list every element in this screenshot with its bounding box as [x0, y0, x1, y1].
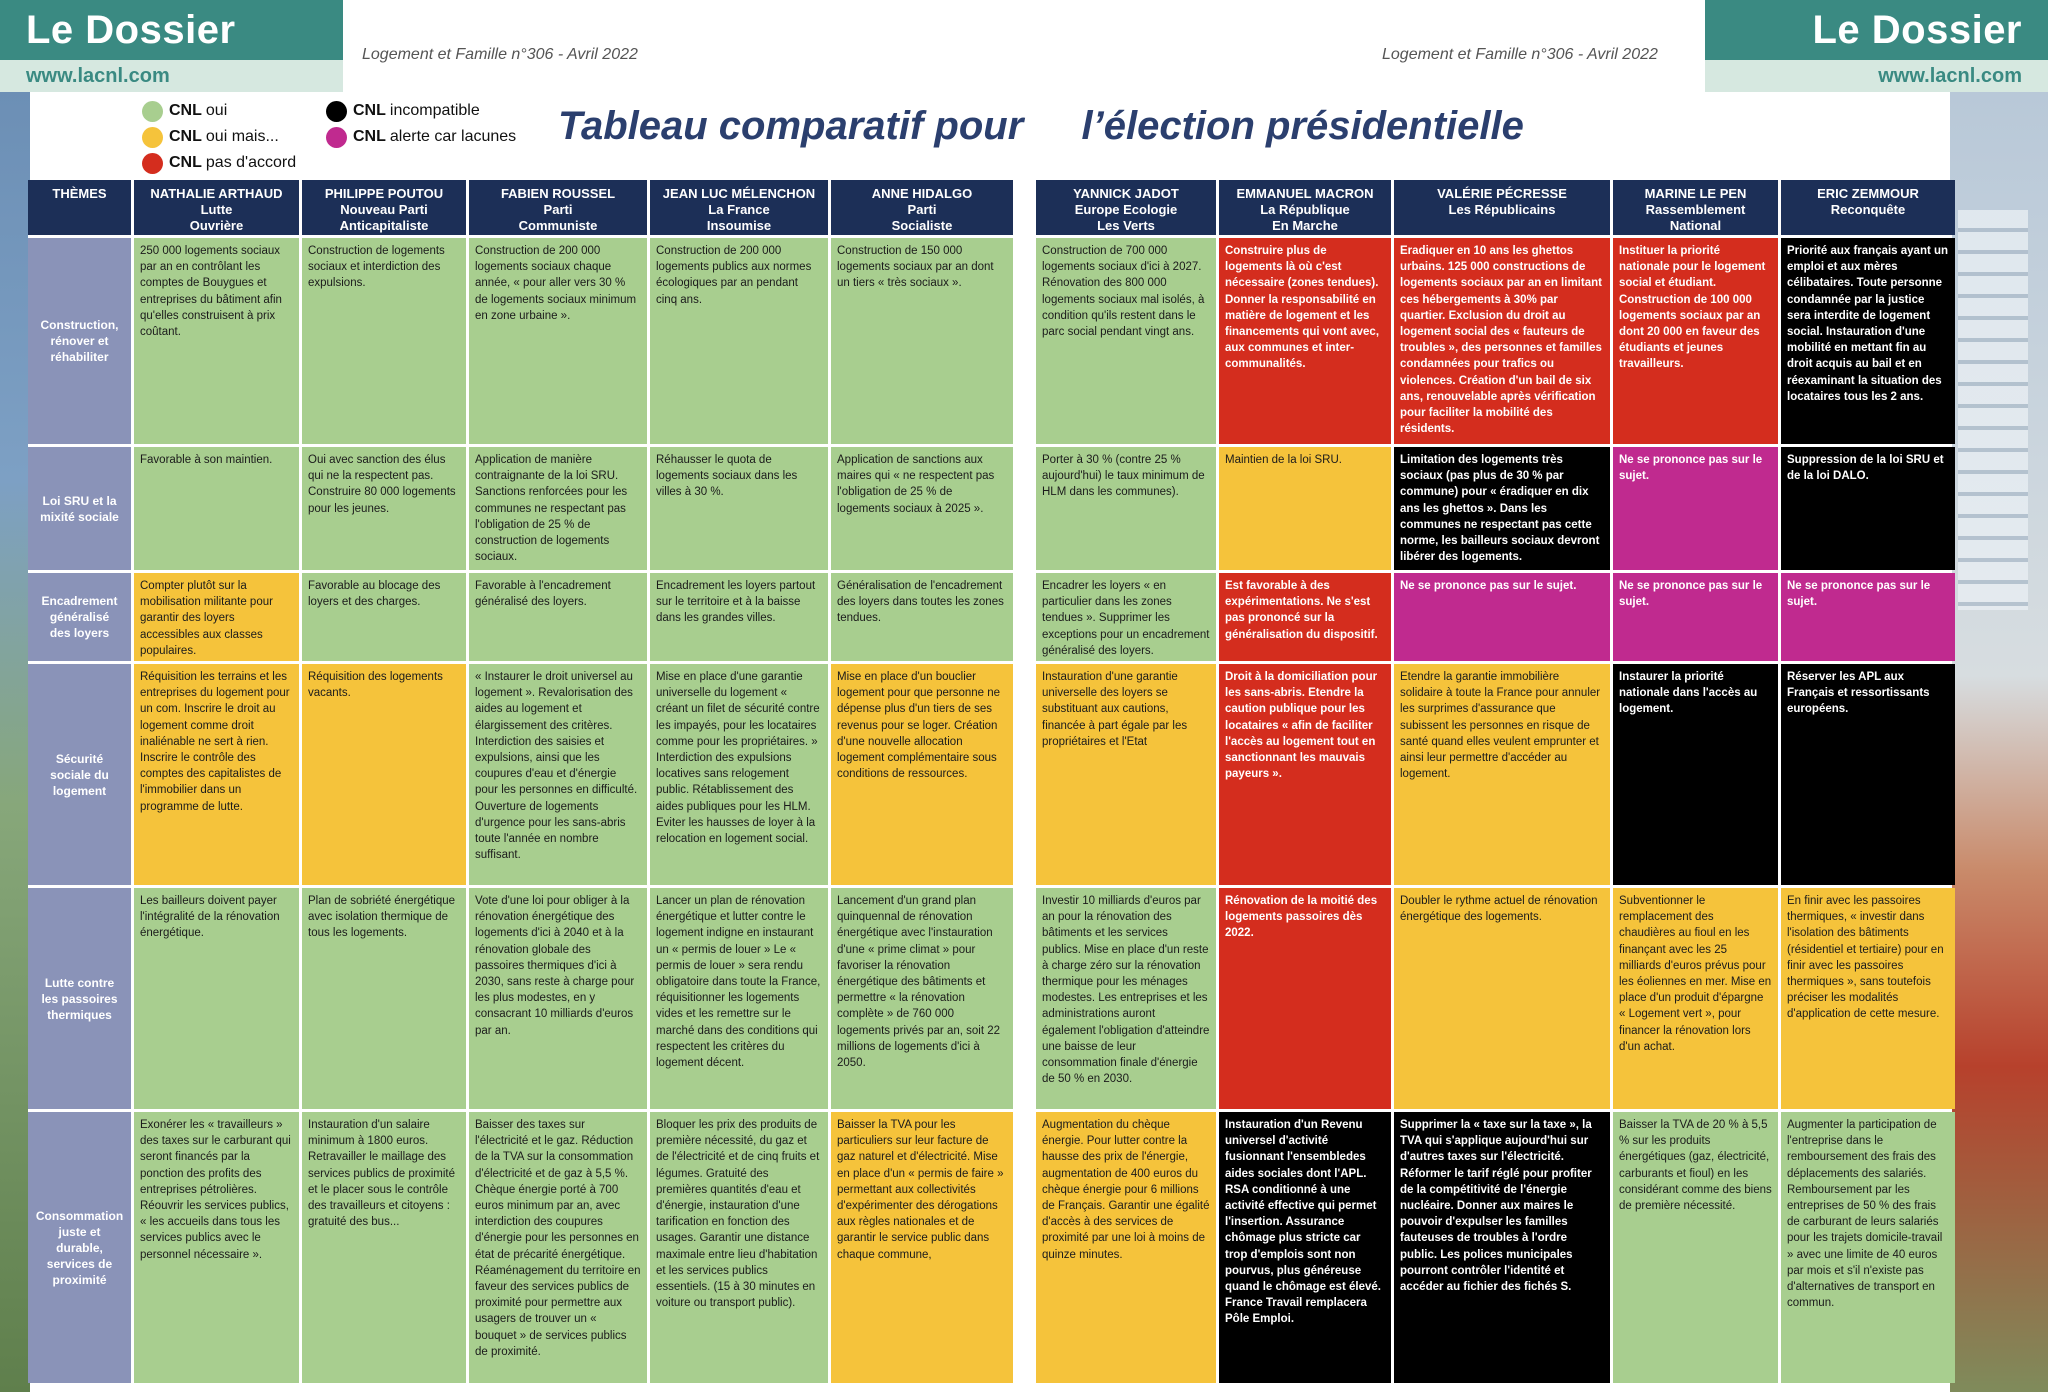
candidate-header: EMMANUEL MACRON La République En Marche: [1219, 180, 1391, 235]
legend-column-2: [326, 98, 516, 150]
position-cell: Instauration d'un salaire minimum à 1800 euros. Retravailler le maillage des services publics de proximité et le placer sous le contrôle des travailleurs et citoyens : gratuité des bus...: [302, 1112, 466, 1383]
comparison-table-right: [1036, 180, 1952, 1383]
background-photo-left: [0, 90, 30, 1392]
brand-right: [1705, 0, 2048, 92]
position-cell: Baisser des taxes sur l'électricité et le gaz. Réduction de la TVA sur la consommation d'électricité et de gaz à 5,5 %. Chèque énergie porté à 700 euros minimum par an, avec interdiction des coupures d'énergie pour les personnes en état de précarité énergétique. Réaménagement du territoire en faveur des services publics de proximité pour permettre aux usagers de trouver un « bouquet » de services publics de proximité.: [469, 1112, 647, 1383]
comparison-table-left: [28, 180, 1010, 1383]
title-left: Tableau comparatif pour: [558, 104, 1024, 148]
position-cell: Favorable à son maintien.: [134, 447, 299, 570]
theme-label: Sécurité sociale du logement: [28, 664, 131, 885]
position-cell: Rénovation de la moitié des logements passoires dès 2022.: [1219, 888, 1391, 1109]
legend-dot-icon: [142, 101, 163, 122]
position-cell: Eradiquer en 10 ans les ghettos urbains. 125 000 constructions de logements sociaux par an en limitant ces hébergements à 30% par quartier. Exclusion du droit au logement social des « fauteurs de troubles », des personnes et familles condamnées pour trafics ou violences. Création d'un bail de six ans, renouvelable après vérification pour faciliter la mobilité des résidents.: [1394, 238, 1610, 444]
position-cell: Est favorable à des expérimentations. Ne s'est pas prononcé sur la généralisation du dispositif.: [1219, 573, 1391, 661]
position-cell: « Instaurer le droit universel au logement ». Revalorisation des aides au logement et élargissement des critères. Interdiction des saisies et expulsions, ainsi que les coupures d'eau et d'énergie pour les personnes en difficulté. Ouverture de logements d'urgence pour les sans-abris toute l'année en nombre suffisant.: [469, 664, 647, 885]
position-cell: Lancement d'un grand plan quinquennal de rénovation énergétique avec l'instauration d'une « prime climat » pour favoriser la rénovation énergétique des bâtiments et permettre « la rénovation complète » de 760 000 logements privés par an, soit 22 millions de logements d'ici à 2050.: [831, 888, 1013, 1109]
position-cell: Réhausser le quota de logements sociaux dans les villes à 30 %.: [650, 447, 828, 570]
position-cell: Réquisition des logements vacants.: [302, 664, 466, 885]
position-cell: Limitation des logements très sociaux (pas plus de 30 % par commune) pour « éradiquer en dix ans les ghettos ». Dans les communes ne respectant pas cette norme, les bailleurs sociaux devront libérer des logements.: [1394, 447, 1610, 570]
brand-name: Le Dossier: [0, 0, 343, 60]
candidate-header: YANNICK JADOT Europe Ecologie Les Verts: [1036, 180, 1216, 235]
candidate-header: JEAN LUC MÉLENCHON La France Insoumise: [650, 180, 828, 235]
position-cell: Généralisation de l'encadrement des loyers dans toutes les zones tendues.: [831, 573, 1013, 661]
position-cell: Réquisition les terrains et les entreprises du logement pour un com. Inscrire le droit au logement comme droit inaliénable ne sert à rien. Inscrire le contrôle des comptes des capitalistes de l'immobilier dans un programme de lutte.: [134, 664, 299, 885]
position-cell: Maintien de la loi SRU.: [1219, 447, 1391, 570]
position-cell: En finir avec les passoires thermiques, « investir dans l'isolation des bâtiments (résidentiel et tertiaire) pour en finir avec les passoires thermiques », sans toutefois préciser les modalités d'application de cette mesure.: [1781, 888, 1955, 1109]
brand-url[interactable]: www.lacnl.com: [1705, 60, 2048, 92]
position-cell: Porter à 30 % (contre 25 % aujourd'hui) le taux minimum de HLM dans les communes).: [1036, 447, 1216, 570]
position-cell: Supprimer la « taxe sur la taxe », la TVA qui s'applique aujourd'hui sur d'autres taxes sur l'électricité. Réformer le tarif réglé pour profiter de la compétitivité de l'énergie nucléaire. Donner aux maires le pouvoir d'expulser les familles fauteuses de troubles à l'ordre public. Les polices municipales pourront contrôler l'identité et accéder au fichier des fichés S.: [1394, 1112, 1610, 1383]
position-cell: Ne se prononce pas sur le sujet.: [1781, 573, 1955, 661]
position-cell: Doubler le rythme actuel de rénovation énergétique des logements.: [1394, 888, 1610, 1109]
position-cell: Construire plus de logements là où c'est nécessaire (zones tendues). Donner la responsabilité en matière de logement et les financements qui vont avec, aux communes et inter-communalités.: [1219, 238, 1391, 444]
candidate-header: MARINE LE PEN Rassemblement National: [1613, 180, 1778, 235]
position-cell: Plan de sobriété énergétique avec isolation thermique de tous les logements.: [302, 888, 466, 1109]
candidate-header: ERIC ZEMMOUR Reconquête: [1781, 180, 1955, 235]
legend-dot-icon: [142, 127, 163, 148]
position-cell: Favorable au blocage des loyers et des charges.: [302, 573, 466, 661]
position-cell: Application de sanctions aux maires qui « ne respectent pas l'obligation de 25 % de logements sociaux à 2025 ».: [831, 447, 1013, 570]
candidate-header: NATHALIE ARTHAUD Lutte Ouvrière: [134, 180, 299, 235]
position-cell: Subventionner le remplacement des chaudières au fioul en les finançant avec les 25 milliards d'euros prévus pour les éoliennes en mer. Mise en place d'un produit d'épargne « Logement vert », pour financer la rénovation lors d'un achat.: [1613, 888, 1778, 1109]
position-cell: Les bailleurs doivent payer l'intégralité de la rénovation énergétique.: [134, 888, 299, 1109]
position-cell: Vote d'une loi pour obliger à la rénovation énergétique des logements d'ici à 2040 et à la rénovation globale des passoires thermiques d'ici à 2030, sans reste à charge pour les plus modestes, en y consacrant 10 milliards d'euros par an.: [469, 888, 647, 1109]
position-cell: Suppression de la loi SRU et de la loi DALO.: [1781, 447, 1955, 570]
position-cell: Ne se prononce pas sur le sujet.: [1613, 573, 1778, 661]
themes-header: THÈMES: [28, 180, 131, 235]
position-cell: Baisser la TVA pour les particuliers sur leur facture de gaz naturel et d'électricité. Mise en place d'un « permis de faire » permettant aux collectivités d'expérimenter des dérogations aux règles nationales et de garantir le service public dans chaque commune,: [831, 1112, 1013, 1383]
position-cell: Augmentation du chèque énergie. Pour lutter contre la hausse des prix de l'énergie, augmentation de 400 euros du chèque énergie pour 6 millions de Français. Garantir une égalité d'accès à des services de proximité par une loi à moins de quinze minutes.: [1036, 1112, 1216, 1383]
position-cell: Investir 10 milliards d'euros par an pour la rénovation des bâtiments et les services publics. Mise en place d'un reste à charge zéro sur la rénovation thermique pour les ménages modestes. Les entreprises et les administrations auront également l'obligation d'atteindre une baisse de leur consommation finale d'énergie de 50 % en 2030.: [1036, 888, 1216, 1109]
issue-label-right: Logement et Famille n°306 - Avril 2022: [1382, 46, 1658, 63]
position-cell: Instaurer la priorité nationale dans l'accès au logement.: [1613, 664, 1778, 885]
position-cell: Favorable à l'encadrement généralisé des loyers.: [469, 573, 647, 661]
position-cell: Exonérer les « travailleurs » des taxes sur le carburant qui seront financés par la ponction des profits des entreprises pétrolières. Réouvrir les services publics, « les accueils dans tous les services publics avec le personnel nécessaire ».: [134, 1112, 299, 1383]
theme-label: Loi SRU et la mixité sociale: [28, 447, 131, 570]
position-cell: Réserver les APL aux Français et ressortissants européens.: [1781, 664, 1955, 885]
issue-label-left: Logement et Famille n°306 - Avril 2022: [362, 46, 638, 63]
position-cell: Priorité aux français ayant un emploi et aux mères célibataires. Toute personne condamnée par la justice sera interdite de logement social. Instauration d'une mobilité en mettant fin au droit acquis au bail et en réexaminant la situation des locataires tous les 2 ans.: [1781, 238, 1955, 444]
position-cell: Construction de logements sociaux et interdiction des expulsions.: [302, 238, 466, 444]
position-cell: Mise en place d'une garantie universelle du logement « créant un filet de sécurité contre les impayés, pour les locataires comme pour les propriétaires. » Interdiction des expulsions locatives sans relogement public. Rétablissement des aides publiques pour les HLM. Eviter les hausses de loyer à la relocation en logement social.: [650, 664, 828, 885]
candidate-header: FABIEN ROUSSEL Parti Communiste: [469, 180, 647, 235]
legend-column-1: [142, 98, 296, 176]
brand-left: [0, 0, 343, 92]
position-cell: Ne se prononce pas sur le sujet.: [1613, 447, 1778, 570]
position-cell: Etendre la garantie immobilière solidaire à toute la France pour annuler les surprimes d'assurance que subissent les personnes en risque de santé quand elles veulent emprunter et ainsi leur permettre d'accéder au logement.: [1394, 664, 1610, 885]
brand-name: Le Dossier: [1705, 0, 2048, 60]
position-cell: Construction de 200 000 logements sociaux chaque année, « pour aller vers 30 % de logements sociaux minimum en zone urbaine ».: [469, 238, 647, 444]
position-cell: Droit à la domiciliation pour les sans-abris. Etendre la caution publique pour les locataires « afin de faciliter l'accès au logement tout en sanctionnant les mauvais payeurs ».: [1219, 664, 1391, 885]
position-cell: Oui avec sanction des élus qui ne la respectent pas. Construire 80 000 logements pour les jeunes.: [302, 447, 466, 570]
position-cell: Ne se prononce pas sur le sujet.: [1394, 573, 1610, 661]
theme-label: Construction, rénover et réhabiliter: [28, 238, 131, 444]
position-cell: Lancer un plan de rénovation énergétique et lutter contre le logement indigne en instaurant un « permis de louer » Le « permis de louer » sera rendu obligatoire dans toute la France, réquisitionner les logements vides et les remettre sur le marché dans des conditions qui respectent les critères du logement décent.: [650, 888, 828, 1109]
legend-item: CNL oui mais...: [142, 124, 296, 150]
legend-dot-icon: [142, 153, 163, 174]
candidate-header: ANNE HIDALGO Parti Socialiste: [831, 180, 1013, 235]
position-cell: Bloquer les prix des produits de première nécessité, du gaz et de l'électricité et de cinq fruits et légumes. Gratuité des premières quantités d'eau et d'énergie, instauration d'une tarification en fonction des usages. Garantir une distance maximale entre lieu d'habitation et les services publics essentiels. (15 à 30 minutes en voiture ou transport public).: [650, 1112, 828, 1383]
position-cell: Augmenter la participation de l'entreprise dans le remboursement des frais des déplacements des salariés. Remboursement par les entreprises de 50 % des frais de carburant de leurs salariés pour les trajets domicile-travail » avec une limite de 40 euros par mois et s'il n'existe pas d'alternatives de transport en commun.: [1781, 1112, 1955, 1383]
theme-label: Encadrement généralisé des loyers: [28, 573, 131, 661]
position-cell: Application de manière contraignante de la loi SRU. Sanctions renforcées pour les communes ne respectant pas l'obligation de 25 % de construction de logements sociaux.: [469, 447, 647, 570]
position-cell: Instauration d'une garantie universelle des loyers se substituant aux cautions, financée à part égale par les propriétaires et l'Etat: [1036, 664, 1216, 885]
position-cell: Baisser la TVA de 20 % à 5,5 % sur les produits énergétiques (gaz, électricité, carburants et fioul) en les considérant comme des biens de première nécessité.: [1613, 1112, 1778, 1383]
position-cell: Encadrement les loyers partout sur le territoire et à la baisse dans les grandes villes.: [650, 573, 828, 661]
candidate-header: PHILIPPE POUTOU Nouveau Parti Anticapitaliste: [302, 180, 466, 235]
candidate-header: VALÉRIE PÉCRESSE Les Républicains: [1394, 180, 1610, 235]
title-right: l’élection présidentielle: [1081, 104, 1524, 148]
page-title: [558, 104, 1524, 149]
position-cell: Compter plutôt sur la mobilisation militante pour garantir des loyers accessibles aux classes populaires.: [134, 573, 299, 661]
position-cell: Instauration d'un Revenu universel d'activité fusionnant l'ensembledes aides sociales dont l'APL. RSA conditionné à une activité effective qui permet l'insertion. Assurance chômage plus stricte car trop d'emplois sont non pourvus, plus généreuse quand le chômage est élevé. France Travail remplacera Pôle Emploi.: [1219, 1112, 1391, 1383]
position-cell: Construction de 200 000 logements publics aux normes écologiques par an pendant cinq ans.: [650, 238, 828, 444]
legend-item: CNL alerte car lacunes: [326, 124, 516, 150]
position-cell: Mise en place d'un bouclier logement pour que personne ne dépense plus d'un tiers de ses revenus pour se loger. Création d'une nouvelle allocation logement complémentaire sous conditions de ressources.: [831, 664, 1013, 885]
legend-item: CNL pas d'accord: [142, 150, 296, 176]
position-cell: Encadrer les loyers « en particulier dans les zones tendues ». Supprimer les exceptions pour un encadrement généralisé des loyers.: [1036, 573, 1216, 661]
brand-url[interactable]: www.lacnl.com: [0, 60, 343, 92]
legend-item: CNL incompatible: [326, 98, 516, 124]
position-cell: Construction de 700 000 logements sociaux d'ici à 2027. Rénovation des 800 000 logements sociaux mal isolés, à condition qu'ils restent dans le parc social pendant vingt ans.: [1036, 238, 1216, 444]
legend-dot-icon: [326, 127, 347, 148]
position-cell: Instituer la priorité nationale pour le logement social et étudiant. Construction de 100 000 logements sociaux par an dont 20 000 en faveur des étudiants et jeunes travailleurs.: [1613, 238, 1778, 444]
background-photo-right: [1950, 90, 2048, 1392]
theme-label: Consommation juste et durable, services de proximité: [28, 1112, 131, 1383]
position-cell: Construction de 150 000 logements sociaux par an dont un tiers « très sociaux ».: [831, 238, 1013, 444]
theme-label: Lutte contre les passoires thermiques: [28, 888, 131, 1109]
legend-item: CNL oui: [142, 98, 296, 124]
position-cell: 250 000 logements sociaux par an en contrôlant les comptes de Bouygues et entreprises du bâtiment afin qu'elles construisent à prix coûtant.: [134, 238, 299, 444]
legend-dot-icon: [326, 101, 347, 122]
